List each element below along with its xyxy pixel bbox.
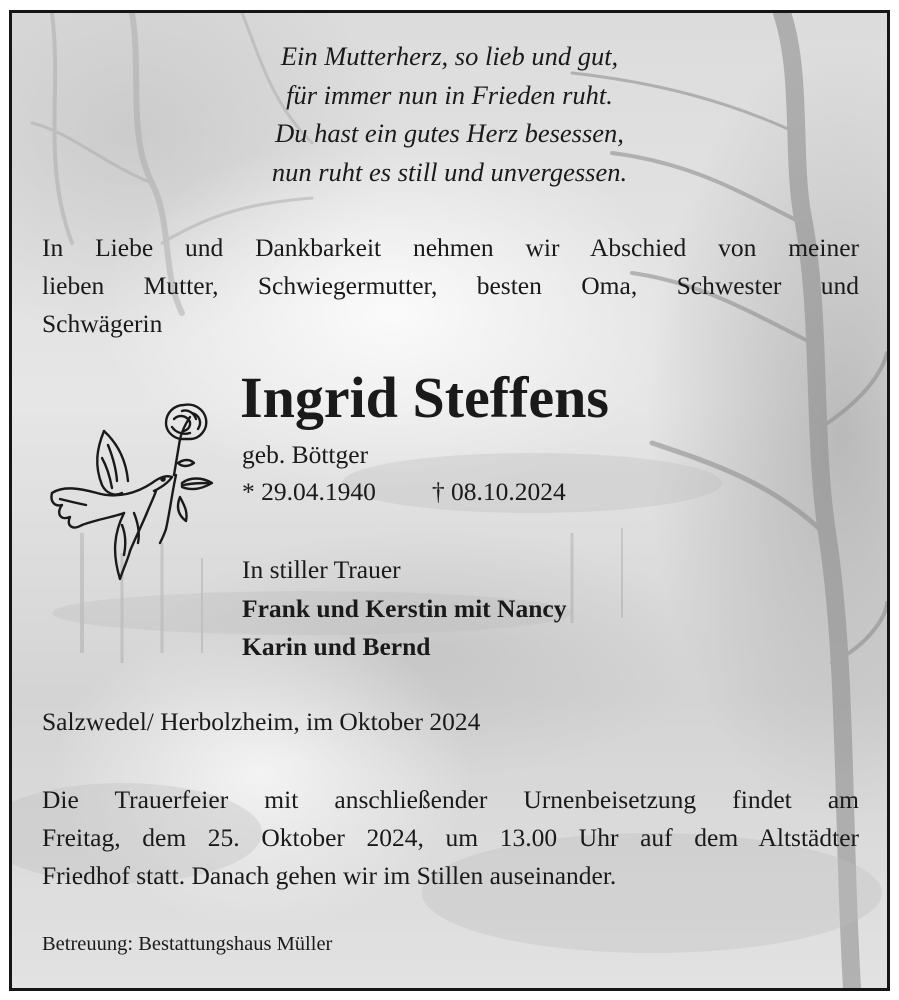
mourner-family: Karin und Bernd (242, 632, 431, 661)
mourners (242, 551, 566, 667)
poem-line: Du hast ein gutes Herz besessen, (275, 118, 624, 148)
intro-line: lieben Mutter, Schwiegermutter, besten Oma, Schwester und (42, 271, 859, 300)
farewell-intro (42, 229, 859, 343)
dove-with-rose-icon (42, 393, 217, 593)
poem-line: Ein Mutterherz, so lieb und gut, (280, 41, 619, 71)
funeral-service-info (42, 781, 859, 895)
intro-line: In Liebe und Dankbarkeit nehmen wir Abschied von meiner (42, 233, 859, 262)
funeral-home-credit: Betreuung: Bestattungshaus Müller (42, 933, 333, 955)
service-line: Freitag, dem 25. Oktober 2024, um 13.00 Uhr auf dem Altstädter (42, 823, 859, 852)
life-dates (242, 476, 566, 508)
mourner-family: Frank und Kerstin mit Nancy (242, 593, 567, 623)
poem (12, 37, 887, 191)
place-and-date: Salzwedel/ Herbolzheim, im Oktober 2024 (42, 707, 481, 736)
mourners-intro: In stiller Trauer (242, 555, 401, 584)
poem-line: für immer nun in Frieden ruht. (286, 79, 613, 110)
service-line: Die Trauerfeier mit anschließender Urnenbeisetzung findet am (42, 785, 859, 814)
service-line: Friedhof statt. Danach gehen wir im Stillen auseinander. (42, 861, 617, 890)
maiden-name: geb. Böttger (242, 440, 369, 469)
intro-line: Schwägerin (42, 309, 163, 338)
obituary-card (9, 10, 890, 991)
poem-line: nun ruht es still und unvergessen. (271, 156, 628, 187)
deceased-name: Ingrid Steffens (240, 365, 609, 430)
death-date: † 08.10.2024 (431, 477, 566, 506)
birth-date: * 29.04.1940 (242, 477, 376, 506)
